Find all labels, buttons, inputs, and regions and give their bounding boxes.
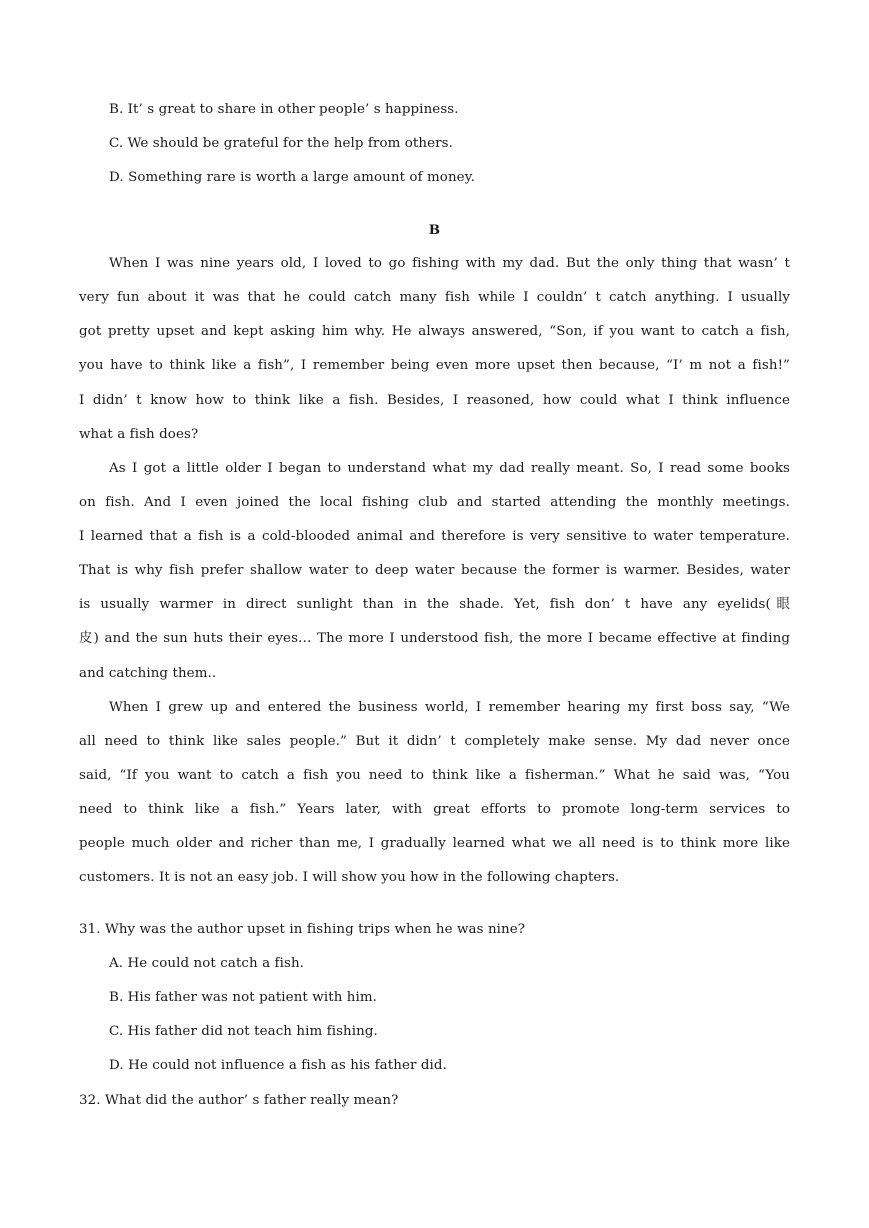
- passage-line: you have to think like a fish”, I remember being even more upset then because, “I’ m not a fish!”: [79, 358, 790, 373]
- question-31-option-d: D. He could not influence a fish as his father did.: [109, 1058, 447, 1073]
- passage-line: That is why fish prefer shallow water to deep water because the former is warmer. Besides, water: [79, 563, 790, 578]
- passage-line: customers. It is not an easy job. I will show you how in the following chapters.: [79, 870, 620, 885]
- passage-line: need to think like a fish.” Years later, with great efforts to promote long-term services to: [79, 802, 790, 817]
- question-31-option-c: C. His father did not teach him fishing.: [109, 1024, 378, 1039]
- passage-line: I didn’ t know how to think like a fish. Besides, I reasoned, how could what I think influence: [79, 393, 790, 408]
- passage-line: When I grew up and entered the business world, I remember hearing my first boss say, “We: [109, 700, 790, 715]
- passage-line: As I got a little older I began to understand what my dad really meant. So, I read some books: [109, 461, 790, 476]
- question-31-option-b: B. His father was not patient with him.: [109, 990, 378, 1005]
- passage-line: and catching them..: [79, 666, 217, 681]
- question-31-option-a: A. He could not catch a fish.: [109, 956, 305, 971]
- passage-line: very fun about it was that he could catch many fish while I couldn’ t catch anything. I usually: [79, 290, 790, 305]
- passage-line: what a fish does?: [79, 427, 199, 442]
- prev-option-c: C. We should be grateful for the help from others.: [109, 136, 453, 151]
- passage-line: people much older and richer than me, I gradually learned what we all need is to think more like: [79, 836, 790, 851]
- question-31-stem: 31. Why was the author upset in fishing trips when he was nine?: [79, 922, 526, 937]
- question-32-stem: 32. What did the author’ s father really mean?: [79, 1093, 399, 1108]
- passage-line: When I was nine years old, I loved to go fishing with my dad. But the only thing that wasn’ t: [109, 256, 790, 271]
- passage-line: all need to think like sales people.” But it didn’ t completely make sense. My dad never once: [79, 734, 790, 749]
- passage-line: on fish. And I even joined the local fishing club and started attending the monthly meetings.: [79, 495, 790, 510]
- passage-line: said, “If you want to catch a fish you need to think like a fisherman.” What he said was, “You: [79, 768, 790, 783]
- prev-option-b: B. It’ s great to share in other people’ s happiness.: [109, 102, 459, 117]
- passage-line: 皮) and the sun huts their eyes… The more I understood fish, the more I became effective at finding: [79, 631, 790, 646]
- passage-line: is usually warmer in direct sunlight than in the shade. Yet, fish don’ t have any eyelids(眼: [79, 597, 790, 612]
- prev-option-d: D. Something rare is worth a large amount of money.: [109, 170, 475, 185]
- section-title: B: [428, 222, 441, 238]
- passage-line: got pretty upset and kept asking him why. He always answered, “Son, if you want to catch a fish,: [79, 324, 790, 339]
- passage-line: I learned that a fish is a cold-blooded animal and therefore is very sensitive to water temperature.: [79, 529, 790, 544]
